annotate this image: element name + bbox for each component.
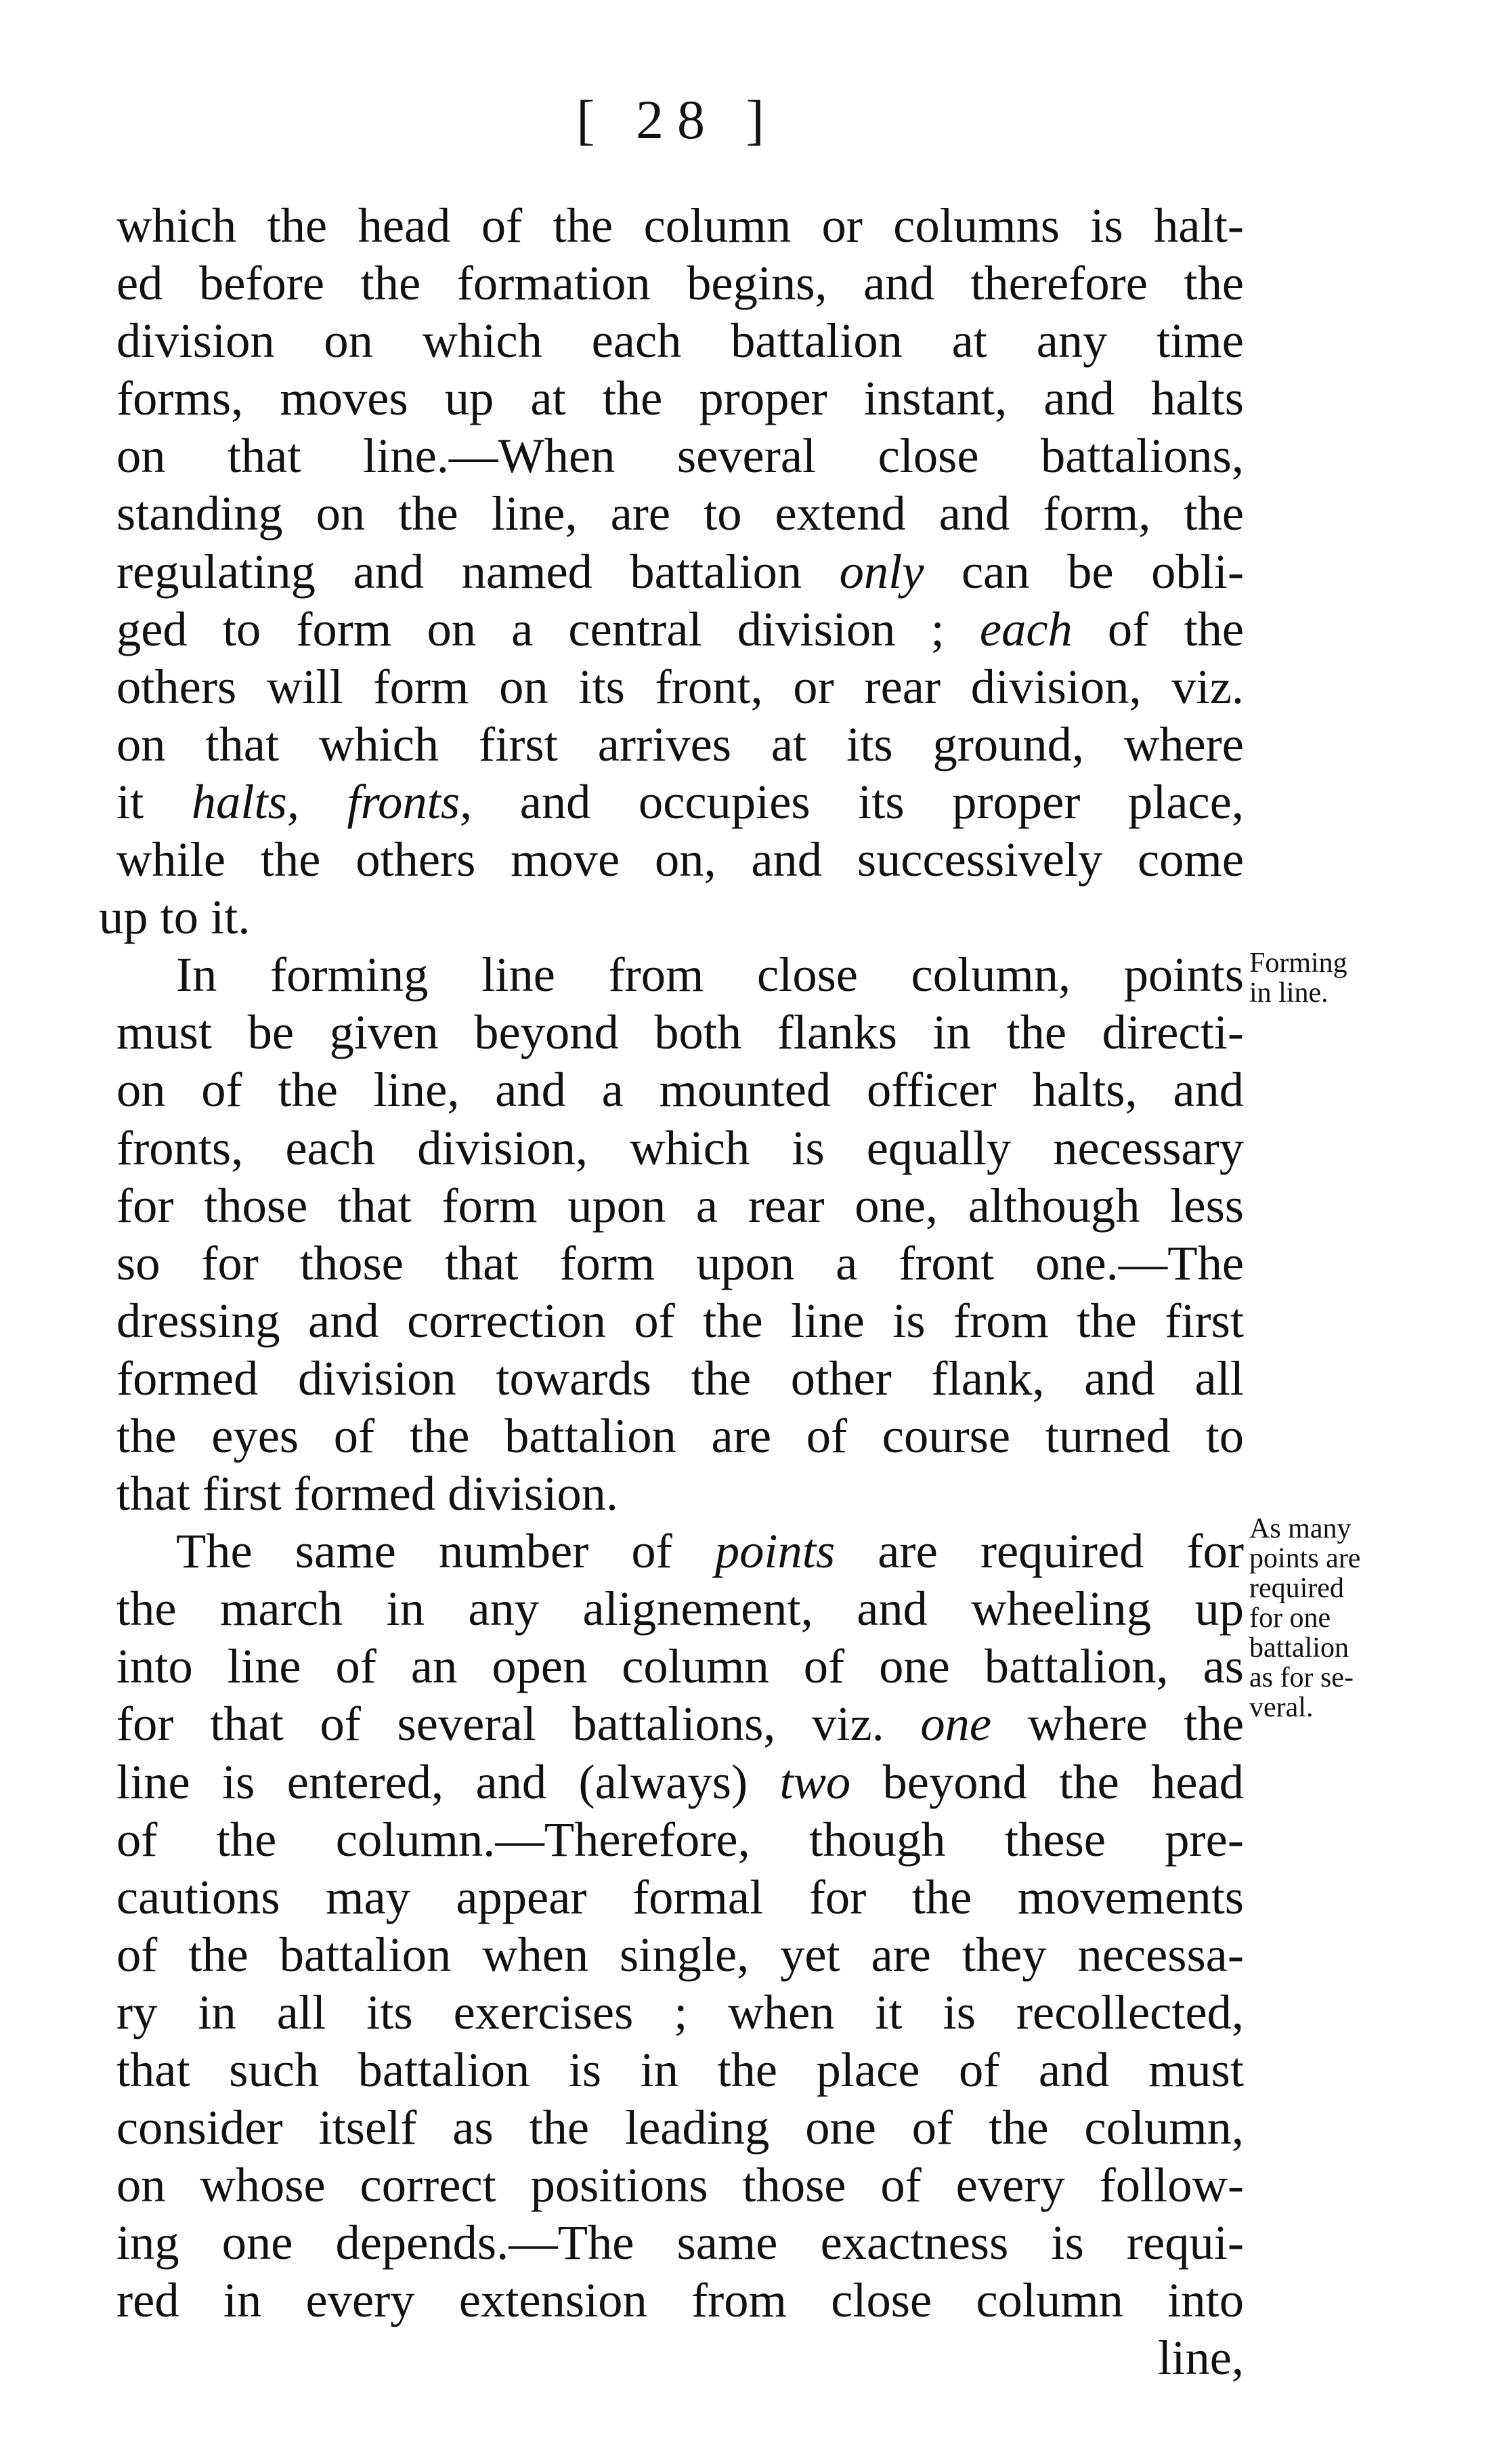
text-line: In forming line from close column, points [176, 947, 1244, 1002]
text-line: must be given beyond both flanks in the directi- [116, 1004, 1244, 1060]
text-line: that such battalion is in the place of and must [116, 2042, 1244, 2097]
text-line: while the others move on, and successively come [116, 832, 1244, 887]
margin-note-line: Forming [1249, 948, 1347, 979]
text-line: on whose correct positions those of every follow- [116, 2157, 1244, 2213]
text-line: up to it. [99, 889, 251, 945]
margin-note-line: required [1249, 1573, 1344, 1604]
margin-note-line: As many [1249, 1513, 1352, 1544]
text-line: The same number of points are required for [176, 1523, 1245, 1579]
text-line: for those that form upon a rear one, although less [116, 1177, 1244, 1233]
text-line: the eyes of the battalion are of course turned to [116, 1407, 1244, 1463]
text-line: which the head of the column or columns is halt- [116, 198, 1244, 253]
text-line: on that which first arrives at its ground, where [116, 716, 1244, 771]
text-line: it halts, fronts, and occupies its proper place, [116, 774, 1244, 829]
text-line: formed division towards the other flank, and all [116, 1350, 1244, 1405]
text-line: dressing and correction of the line is from the first [116, 1292, 1244, 1348]
text-line: division on which each battalion at any time [116, 313, 1244, 368]
text-line: on of the line, and a mounted officer halts, and [116, 1062, 1244, 1118]
text-line: line is entered, and (always) two beyond the head [116, 1754, 1245, 1809]
text-line: so for those that form upon a front one.—The [116, 1235, 1244, 1290]
margin-note-line: battalion [1249, 1632, 1349, 1664]
text-line: for that of several battalions, viz. one where the [116, 1696, 1245, 1752]
text-line: forms, moves up at the proper instant, and halts [116, 370, 1244, 426]
text-line: into line of an open column of one battalion, as [116, 1638, 1244, 1694]
text-line: regulating and named battalion only can be obli- [116, 543, 1245, 599]
text-line: cautions may appear formal for the movements [116, 1869, 1244, 1924]
margin-note-line: for one [1249, 1603, 1331, 1634]
margin-note-points [1249, 1514, 1360, 1722]
text-line: others will form on its front, or rear division, viz. [116, 658, 1244, 714]
text-line: red in every extension from close column into [116, 2272, 1244, 2328]
margin-note-line: as for se- [1249, 1662, 1354, 1693]
text-line: ed before the formation begins, and therefore the [116, 255, 1244, 311]
catchword: line, [1158, 2330, 1244, 2386]
text-line: consider itself as the leading one of the column, [116, 2100, 1244, 2155]
margin-note-line: in line. [1249, 977, 1329, 1009]
text-line: that first formed division. [116, 1466, 619, 1521]
text-line: standing on the line, are to extend and form, the [116, 486, 1244, 541]
margin-note-line: veral. [1249, 1692, 1314, 1723]
text-line: of the battalion when single, yet are they necessa- [116, 1926, 1244, 1982]
margin-note-forming [1249, 948, 1347, 1008]
text-line: fronts, each division, which is equally necessary [116, 1120, 1244, 1175]
margin-note-line: points are [1249, 1543, 1361, 1574]
main-text [99, 196, 1245, 2387]
text-line: ry in all its exercises ; when it is recollected, [116, 1984, 1244, 2039]
text-line: ged to form on a central division ; each of the [116, 601, 1245, 656]
text-line: ing one depends.—The same exactness is requi- [116, 2215, 1244, 2270]
text-line: on that line.—When several close battalions, [116, 428, 1244, 484]
text-line: of the column.—Therefore, though these pre- [116, 1811, 1244, 1867]
text-line: the march in any alignement, and wheeling up [116, 1581, 1244, 1636]
page-number: [ 28 ] [576, 89, 778, 150]
